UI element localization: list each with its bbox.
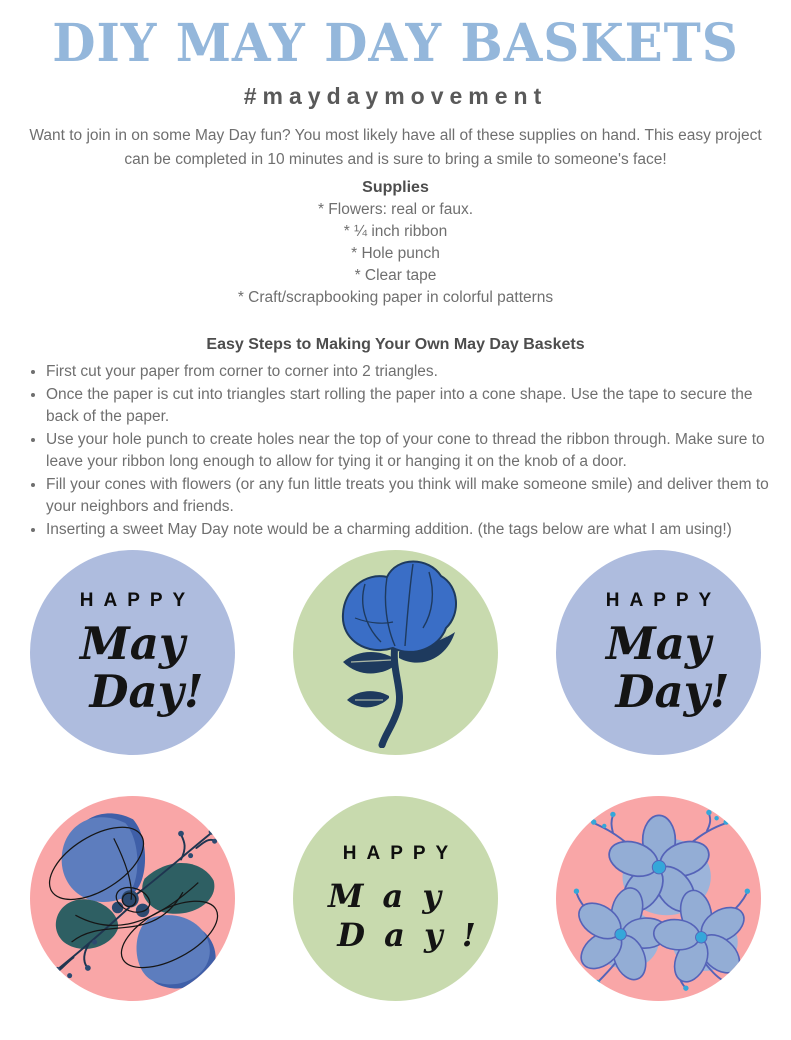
step-item: • Inserting a sweet May Day note would be a charming addition. (the tags below are what I am using!) xyxy=(46,519,771,541)
tag-happy-may-day-green xyxy=(293,796,498,1001)
steps-list xyxy=(0,361,791,541)
supply-item: * Flowers: real or faux. xyxy=(317,201,474,218)
tag-happy-may-day-blue-1 xyxy=(30,550,235,755)
supply-item: * Clear tape xyxy=(354,267,437,284)
tag-may-label: May xyxy=(605,617,712,671)
step-item: • Once the paper is cut into triangles start rolling the paper into a cone shape. Use the tape to secure the back of the paper. xyxy=(46,384,771,428)
hashtag: #maydaymovement xyxy=(243,83,548,109)
tag-row-1 xyxy=(0,550,791,755)
blue-blossom-trio-icon xyxy=(563,800,755,997)
tag-may-label: May xyxy=(79,617,186,671)
tag-happy-label: HAPPY xyxy=(605,590,722,612)
mayday-flyer-page xyxy=(0,13,791,1040)
blue-rose-flower-icon xyxy=(325,552,467,753)
supplies-list xyxy=(0,199,791,309)
tag-day-label: Day! xyxy=(615,664,730,718)
tag-day-label: D a y ! xyxy=(337,915,480,954)
supplies-heading: Supplies xyxy=(362,179,429,196)
page-title: DIY MAY DAY BASKETS xyxy=(52,13,739,74)
tag-blue-rose-green xyxy=(293,550,498,755)
tag-may-label: M a y xyxy=(327,877,446,916)
steps-heading: Easy Steps to Making Your Own May Day Baskets xyxy=(206,336,585,353)
step-item: • Fill your cones with flowers (or any fun little treats you think will make someone smile) and deliver them to your neighbors and friends. xyxy=(46,474,771,518)
tag-happy-label: HAPPY xyxy=(342,843,459,865)
tag-happy-label: HAPPY xyxy=(79,590,196,612)
tag-row-2 xyxy=(0,796,791,1001)
supply-item: * Craft/scrapbooking paper in colorful patterns xyxy=(237,289,554,306)
tag-blossoms-pink xyxy=(556,796,761,1001)
supply-item: * ¼ inch ribbon xyxy=(343,223,448,240)
abstract-flower-illustration-icon xyxy=(37,800,229,997)
intro-paragraph: Want to join in on some May Day fun? You most likely have all of these supplies on hand. This easy project can be completed in 10 minutes and is sure to bring a smile to someone's face! xyxy=(29,127,762,168)
step-item: • First cut your paper from corner to corner into 2 triangles. xyxy=(46,361,771,383)
tag-day-label: Day! xyxy=(89,664,204,718)
tag-abstract-flower-pink xyxy=(30,796,235,1001)
step-item: • Use your hole punch to create holes near the top of your cone to thread the ribbon through. Make sure to leave your ribbon long enough to allow for tying it or hanging it on the knob of a door. xyxy=(46,429,771,473)
tag-happy-may-day-blue-2 xyxy=(556,550,761,755)
supply-item: * Hole punch xyxy=(351,245,440,262)
